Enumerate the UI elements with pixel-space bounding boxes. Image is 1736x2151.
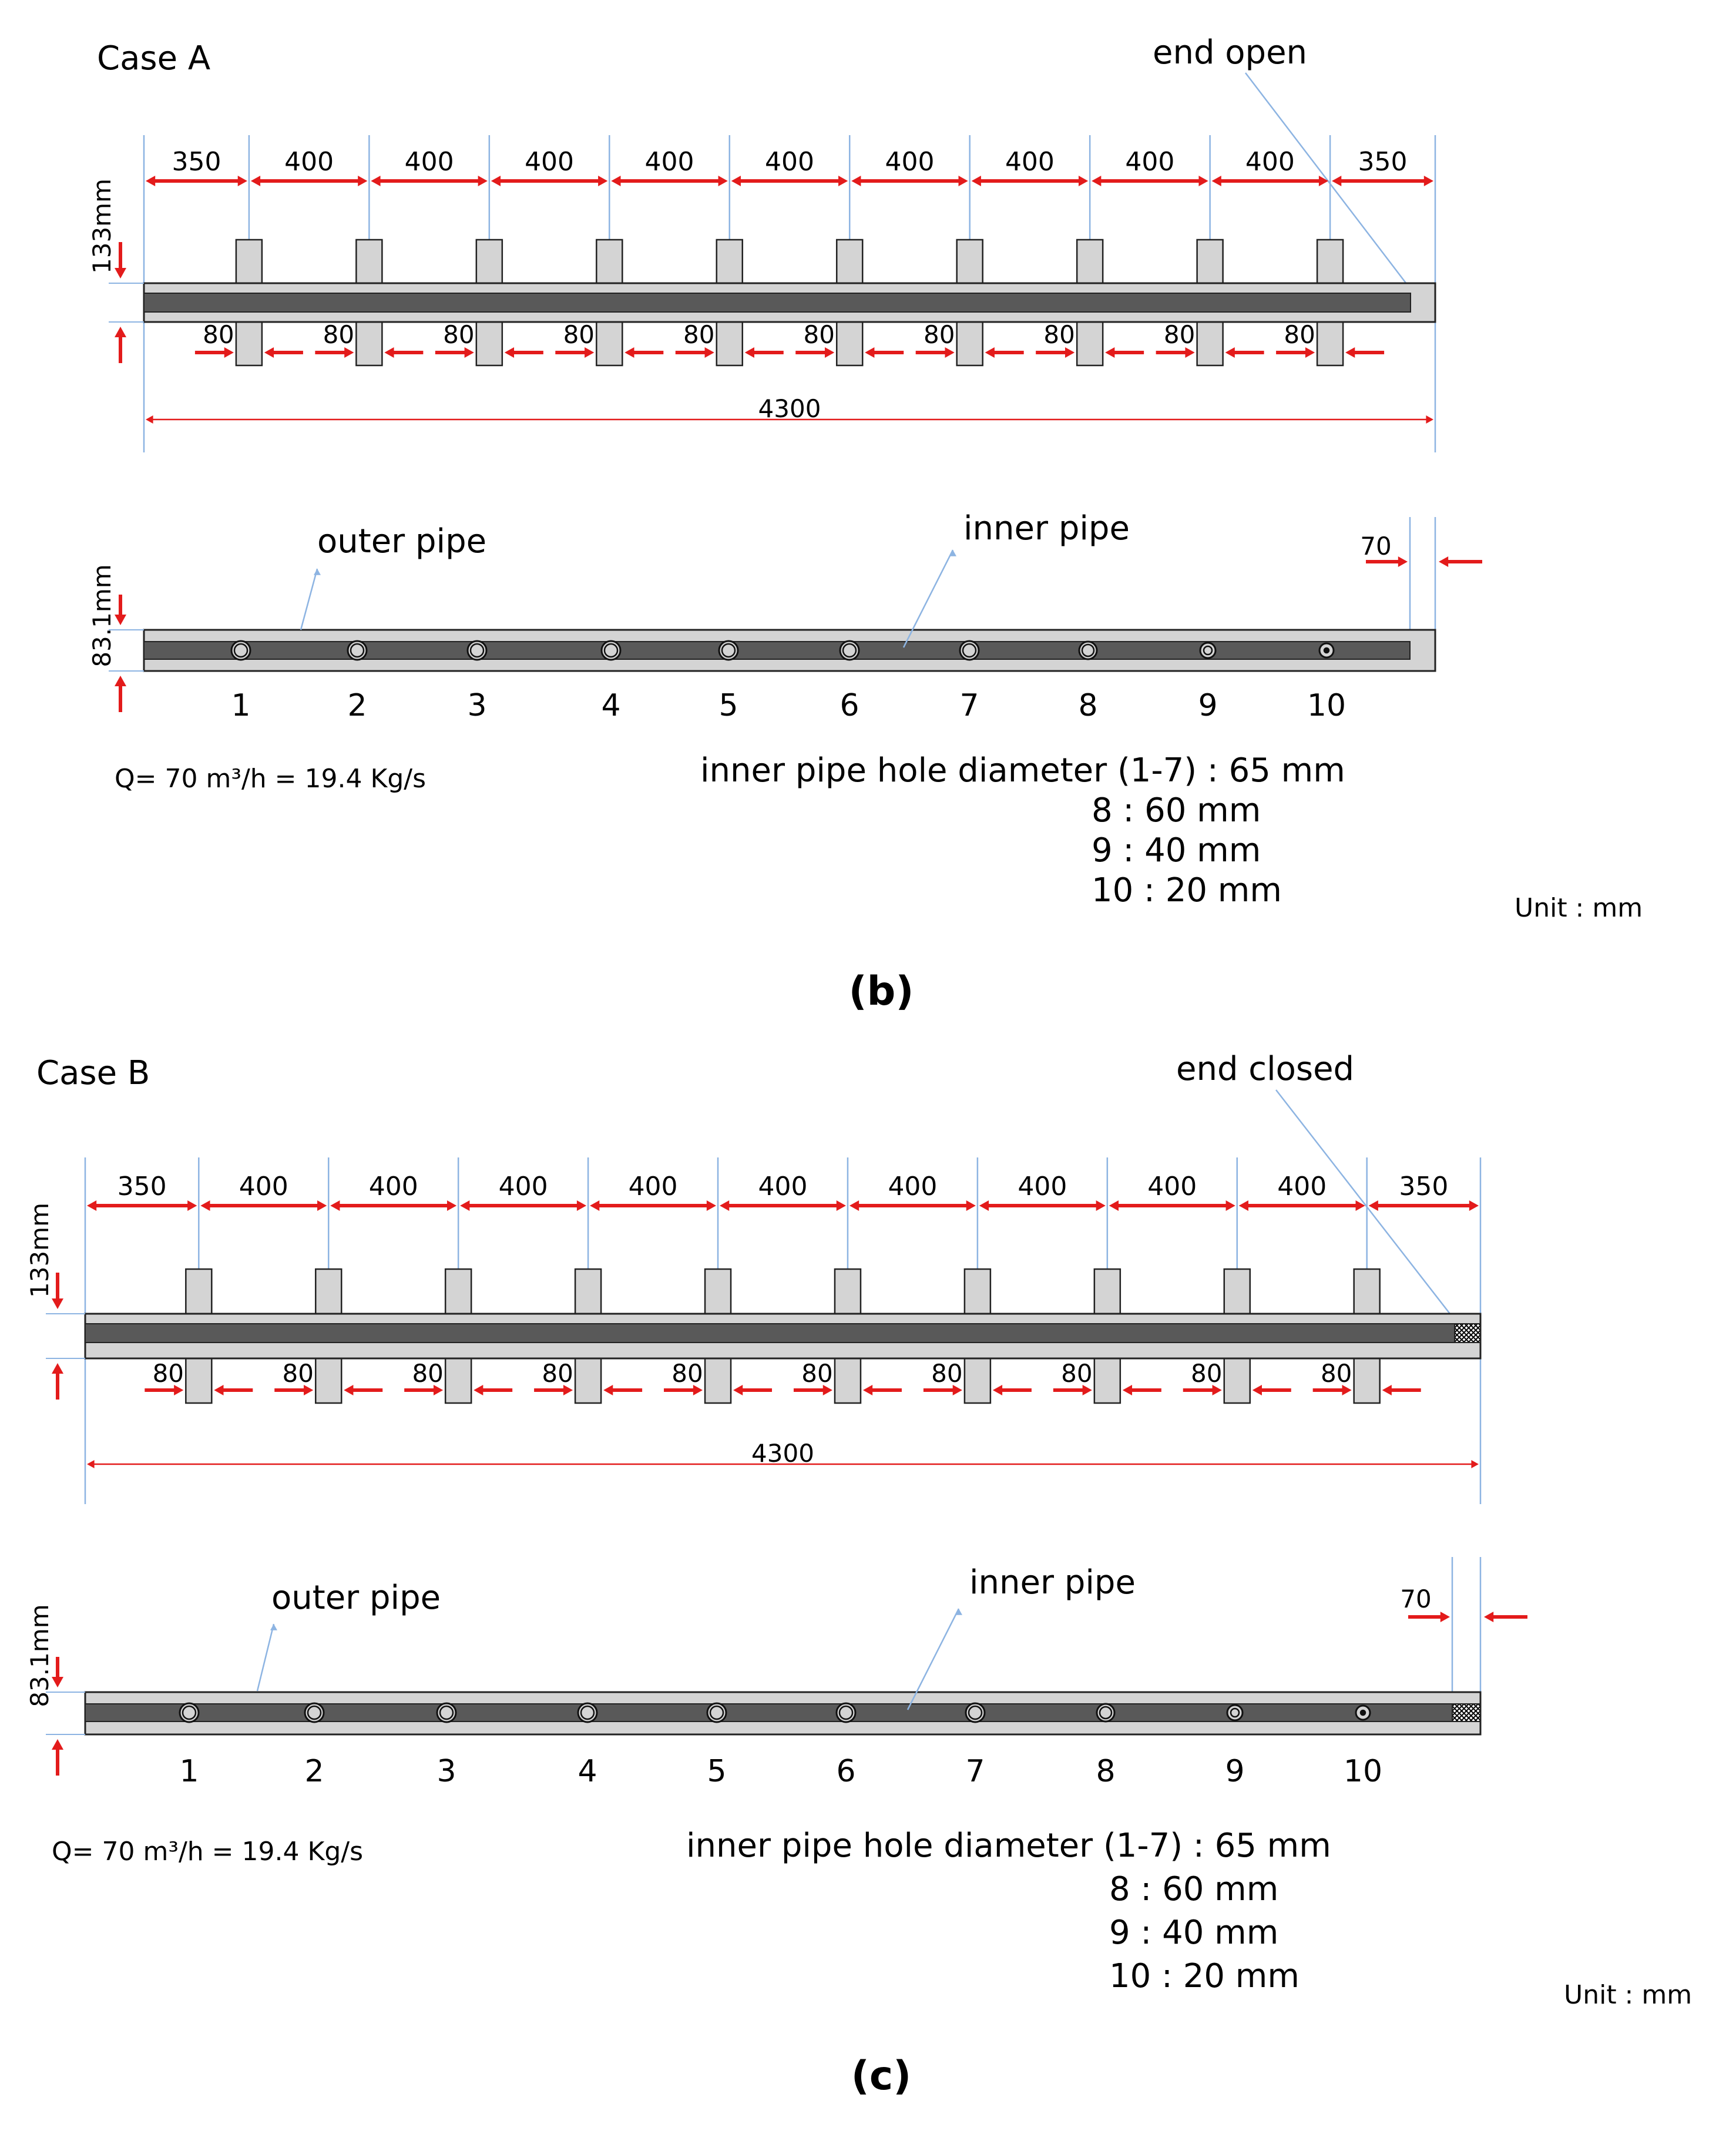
spacing-arrow-head-left (251, 176, 260, 186)
spacing-arrow-head-right (447, 1200, 456, 1211)
branch-width-label: 80 (1191, 1359, 1223, 1388)
branch-top (596, 240, 622, 283)
panel-caption: (b) (848, 968, 914, 1015)
hole-inner-ring (308, 1706, 321, 1719)
hole-number: 10 (1343, 1754, 1383, 1789)
branch-width-arrow-right-head (384, 347, 394, 358)
hole-number: 5 (707, 1754, 727, 1789)
spacing-label: 400 (404, 147, 454, 177)
hole-number: 8 (1078, 688, 1098, 723)
branch-width-label: 80 (801, 1359, 833, 1388)
spacing-arrow-head-left (460, 1200, 469, 1211)
hole-diameter-line: 10 : 20 mm (1109, 1957, 1300, 1995)
spacing-arrow-head-right (1096, 1200, 1106, 1211)
branch-width-arrow-right-head (745, 347, 754, 358)
pipe-height-arrow-up-head (115, 676, 126, 686)
hole-inner-ring (1082, 645, 1094, 656)
hole-diameter-line: 9 : 40 mm (1109, 1914, 1279, 1952)
spacing-arrow-head-right (317, 1200, 327, 1211)
branch-width-arrow-right-head (1225, 347, 1235, 358)
unit-label: Unit : mm (1515, 893, 1643, 923)
spacing-arrow-head-left (1109, 1200, 1119, 1211)
inner-pipe-label: inner pipe (963, 509, 1130, 548)
branch-bottom (1077, 322, 1103, 365)
spacing-arrow-head-left (611, 176, 620, 186)
hole-number: 1 (231, 688, 251, 723)
total-length-label: 4300 (751, 1439, 814, 1468)
branch-top (186, 1269, 211, 1314)
spacing-label: 400 (1125, 147, 1175, 177)
branch-width-label: 80 (412, 1359, 444, 1388)
outer-pipe-leader-head (314, 569, 321, 575)
spacing-arrow-head-right (837, 1200, 846, 1211)
spacing-label: 400 (888, 1172, 938, 1202)
spacing-label: 400 (1245, 147, 1295, 177)
branch-top (445, 1269, 471, 1314)
panel-caption: (c) (851, 2053, 912, 2099)
hole-inner-ring (1100, 1707, 1112, 1719)
spacing-label: 400 (525, 147, 575, 177)
hole-inner-ring (581, 1706, 594, 1719)
branch-bottom (596, 322, 622, 365)
hole-inner-ring (722, 644, 735, 657)
inner-pipe-side (85, 1324, 1455, 1343)
branch-bottom (837, 322, 862, 365)
spacing-arrow-head-left (1369, 1200, 1378, 1211)
spacing-arrow-head-left (200, 1200, 210, 1211)
hole-number: 7 (959, 688, 979, 723)
branch-top (575, 1269, 601, 1314)
spacing-arrow-head-left (972, 176, 981, 186)
panel-case-a (88, 33, 1643, 1015)
branch-width-arrow-right-head (865, 347, 874, 358)
unit-label: Unit : mm (1564, 1980, 1693, 2010)
spacing-arrow-head-left (851, 176, 861, 186)
branch-width-arrow-right-head (1105, 347, 1114, 358)
inner-pipe-label: inner pipe (969, 1563, 1136, 1602)
branch-top (705, 1269, 731, 1314)
spacing-label: 350 (172, 147, 221, 177)
branch-bottom (957, 322, 983, 365)
pipe-height-arrow-down-head (115, 615, 126, 625)
flow-rate-label: Q= 70 m³/h = 19.4 Kg/s (52, 1837, 363, 1867)
hole-number: 6 (840, 688, 859, 723)
branch-top (1224, 1269, 1250, 1314)
spacing-label: 350 (1358, 147, 1408, 177)
branch-width-label: 80 (683, 320, 715, 349)
spacing-arrow-head-left (979, 1200, 989, 1211)
hole-inner-ring (1231, 1709, 1239, 1717)
hole-number: 4 (577, 1754, 597, 1789)
branch-width-label: 80 (1061, 1359, 1093, 1388)
branch-top (356, 240, 382, 283)
hole-number: 5 (718, 688, 738, 723)
spacing-arrow-head-right (598, 176, 607, 186)
spacing-label: 350 (1399, 1172, 1449, 1202)
branch-width-label: 80 (282, 1359, 314, 1388)
branch-width-label: 80 (1163, 320, 1196, 349)
inner-pipe-leader-head (955, 1609, 962, 1615)
branch-top (1094, 1269, 1120, 1314)
spacing-arrow-head-right (1424, 176, 1433, 186)
spacing-arrow-head-right (718, 176, 728, 186)
branch-width-label: 80 (152, 1359, 184, 1388)
hole-number: 8 (1096, 1754, 1116, 1789)
spacing-arrow-head-left (1332, 176, 1341, 186)
hole-number: 6 (836, 1754, 856, 1789)
branch-width-label: 80 (203, 320, 234, 349)
branch-width-arrow-right-head (474, 1385, 483, 1395)
branch-width-arrow-right-head (733, 1385, 743, 1395)
total-length-arrow-head-right (1426, 415, 1433, 424)
hole-inner-ring (471, 644, 483, 657)
spacing-arrow-head-right (238, 176, 247, 186)
outer-pipe-label: outer pipe (317, 522, 487, 561)
branch-bottom (575, 1358, 601, 1403)
offset-arrow-left-head (1398, 556, 1408, 567)
spacing-arrow-head-right (1226, 1200, 1235, 1211)
case-title: Case B (36, 1054, 150, 1092)
spacing-label: 400 (498, 1172, 548, 1202)
spacing-arrow-head-right (838, 176, 848, 186)
hole-inner-ring (710, 1706, 723, 1719)
height-arrow-up-head (52, 1363, 63, 1374)
pipe-height-label: 83.1mm (25, 1604, 54, 1707)
hole-number: 4 (601, 688, 621, 723)
hole-diameter-line: 8 : 60 mm (1092, 791, 1261, 830)
pipe-height-arrow-up-head (52, 1739, 63, 1750)
spacing-arrow-head-right (187, 1200, 197, 1211)
branch-bottom (1354, 1358, 1380, 1403)
branch-bottom (1317, 322, 1343, 365)
offset-arrow-right-head (1439, 556, 1448, 567)
spacing-arrow-head-left (731, 176, 741, 186)
spacing-arrow-head-right (707, 1200, 716, 1211)
outer-pipe-leader (301, 569, 317, 630)
branch-width-label: 80 (542, 1359, 573, 1388)
hole-inner-ring (1324, 648, 1329, 653)
branch-bottom (835, 1358, 861, 1403)
branch-width-arrow-right-head (603, 1385, 613, 1395)
hole-number: 9 (1225, 1754, 1245, 1789)
branch-top (1354, 1269, 1380, 1314)
spacing-label: 400 (644, 147, 694, 177)
height-arrow-down-head (52, 1298, 63, 1309)
branch-bottom (1094, 1358, 1120, 1403)
height-arrow-down-head (115, 268, 126, 278)
spacing-arrow-head-left (1092, 176, 1101, 186)
spacing-arrow-head-right (966, 1200, 976, 1211)
branch-top (837, 240, 862, 283)
spacing-label: 400 (239, 1172, 288, 1202)
offset-arrow-right-head (1484, 1612, 1493, 1622)
hole-diameter-line: 8 : 60 mm (1109, 1870, 1279, 1908)
hole-inner-ring (1204, 646, 1212, 655)
branch-width-arrow-right-head (1345, 347, 1355, 358)
spacing-label: 400 (1018, 1172, 1067, 1202)
total-length-arrow-head-right (1471, 1460, 1479, 1468)
branch-width-label: 80 (563, 320, 595, 349)
branch-width-arrow-right-head (1123, 1385, 1132, 1395)
end-label: end open (1153, 33, 1308, 72)
hole-number: 1 (179, 1754, 199, 1789)
hole-inner-ring (183, 1706, 196, 1719)
spacing-arrow-head-right (358, 176, 367, 186)
spacing-arrow-head-left (87, 1200, 96, 1211)
spacing-arrow-head-left (371, 176, 380, 186)
panel-case-b (25, 1050, 1692, 2099)
end-cap-closed-section (1452, 1704, 1480, 1722)
branch-bottom (315, 1358, 341, 1403)
branch-width-label: 80 (931, 1359, 963, 1388)
spacing-arrow-head-left (491, 176, 501, 186)
branch-width-label: 80 (1284, 320, 1315, 349)
hole-inner-ring (605, 644, 617, 657)
spacing-arrow-head-right (577, 1200, 586, 1211)
total-length-arrow-head-left (87, 1460, 95, 1468)
offset-label: 70 (1360, 532, 1392, 561)
branch-width-arrow-right-head (993, 1385, 1002, 1395)
spacing-label: 400 (1277, 1172, 1327, 1202)
total-length-label: 4300 (758, 394, 821, 423)
hole-inner-ring (1361, 1710, 1365, 1715)
hole-number: 10 (1307, 688, 1347, 723)
branch-top (717, 240, 743, 283)
spacing-arrow-head-right (1198, 176, 1208, 186)
hole-inner-ring (840, 1706, 852, 1719)
spacing-arrow-head-left (146, 176, 155, 186)
branch-bottom (717, 322, 743, 365)
hole-inner-ring (969, 1706, 982, 1719)
hole-inner-ring (440, 1706, 453, 1719)
branch-bottom (445, 1358, 471, 1403)
branch-width-label: 80 (443, 320, 475, 349)
branch-top (957, 240, 983, 283)
branch-bottom (705, 1358, 731, 1403)
spacing-arrow-head-right (1079, 176, 1088, 186)
hole-number: 2 (304, 1754, 324, 1789)
branch-width-label: 80 (1320, 1359, 1352, 1388)
branch-bottom (1197, 322, 1223, 365)
branch-width-arrow-right-head (214, 1385, 223, 1395)
spacing-arrow-head-right (1319, 176, 1328, 186)
outer-height-label: 133mm (25, 1203, 54, 1298)
inner-pipe-section (85, 1704, 1452, 1722)
outer-pipe-leader (257, 1624, 274, 1691)
spacing-arrow-head-right (1469, 1200, 1479, 1211)
spacing-arrow-head-left (1212, 176, 1221, 186)
hole-number: 2 (347, 688, 367, 723)
branch-width-arrow-right-head (344, 1385, 353, 1395)
hole-inner-ring (843, 644, 856, 657)
offset-arrow-left-head (1440, 1612, 1450, 1622)
inner-pipe-section (144, 642, 1410, 659)
branch-width-label: 80 (323, 320, 355, 349)
offset-label: 70 (1400, 1585, 1432, 1613)
outer-pipe-leader-head (270, 1624, 277, 1630)
hole-number: 7 (965, 1754, 985, 1789)
hole-diameter-line: inner pipe hole diameter (1-7) : 65 mm (700, 751, 1345, 790)
spacing-arrow-head-left (849, 1200, 859, 1211)
spacing-arrow-head-left (590, 1200, 599, 1211)
spacing-arrow-head-right (958, 176, 968, 186)
hole-diameter-line: 10 : 20 mm (1092, 871, 1282, 910)
branch-bottom (186, 1358, 211, 1403)
flow-rate-label: Q= 70 m³/h = 19.4 Kg/s (115, 764, 426, 794)
spacing-label: 400 (885, 147, 935, 177)
outer-height-label: 133mm (88, 179, 116, 274)
end-cap-closed (1455, 1324, 1480, 1343)
branch-top (1077, 240, 1103, 283)
branch-top (315, 1269, 341, 1314)
branch-width-arrow-right-head (863, 1385, 872, 1395)
spacing-label: 400 (1005, 147, 1055, 177)
hole-inner-ring (234, 644, 247, 657)
branch-width-arrow-right-head (1253, 1385, 1262, 1395)
hole-number: 3 (467, 688, 487, 723)
case-title: Case A (97, 39, 211, 78)
height-arrow-up-head (115, 327, 126, 337)
spacing-label: 350 (117, 1172, 167, 1202)
branch-top (835, 1269, 861, 1314)
branch-top (476, 240, 502, 283)
hole-number: 3 (436, 1754, 456, 1789)
pipe-height-label: 83.1mm (88, 564, 116, 667)
spacing-label: 400 (1147, 1172, 1197, 1202)
branch-top (236, 240, 262, 283)
hole-diameter-line: inner pipe hole diameter (1-7) : 65 mm (686, 1827, 1331, 1865)
branch-width-label: 80 (803, 320, 835, 349)
branch-width-arrow-right-head (264, 347, 274, 358)
end-label: end closed (1176, 1050, 1355, 1088)
branch-width-arrow-right-head (505, 347, 514, 358)
branch-top (1197, 240, 1223, 283)
branch-top (1317, 240, 1343, 283)
inner-pipe-side (144, 293, 1411, 312)
branch-width-arrow-right-head (624, 347, 634, 358)
hole-inner-ring (351, 644, 364, 657)
branch-bottom (476, 322, 502, 365)
branch-width-arrow-right-head (985, 347, 995, 358)
branch-width-label: 80 (1043, 320, 1075, 349)
branch-top (965, 1269, 990, 1314)
spacing-label: 400 (765, 147, 814, 177)
spacing-label: 400 (628, 1172, 678, 1202)
spacing-label: 400 (284, 147, 334, 177)
branch-bottom (1224, 1358, 1250, 1403)
branch-width-label: 80 (671, 1359, 703, 1388)
branch-width-label: 80 (923, 320, 955, 349)
total-length-arrow-head-left (146, 415, 153, 424)
spacing-arrow-head-left (330, 1200, 340, 1211)
outer-pipe-label: outer pipe (271, 1579, 441, 1617)
spacing-arrow-head-right (478, 176, 488, 186)
hole-inner-ring (963, 644, 976, 657)
hole-diameter-line: 9 : 40 mm (1092, 831, 1261, 870)
inner-pipe-leader-head (949, 550, 956, 556)
hole-number: 9 (1198, 688, 1218, 723)
spacing-arrow-head-left (1239, 1200, 1248, 1211)
branch-bottom (965, 1358, 990, 1403)
spacing-label: 400 (368, 1172, 418, 1202)
branch-bottom (356, 322, 382, 365)
spacing-label: 400 (758, 1172, 808, 1202)
branch-bottom (236, 322, 262, 365)
spacing-arrow-head-left (720, 1200, 729, 1211)
branch-width-arrow-right-head (1382, 1385, 1392, 1395)
